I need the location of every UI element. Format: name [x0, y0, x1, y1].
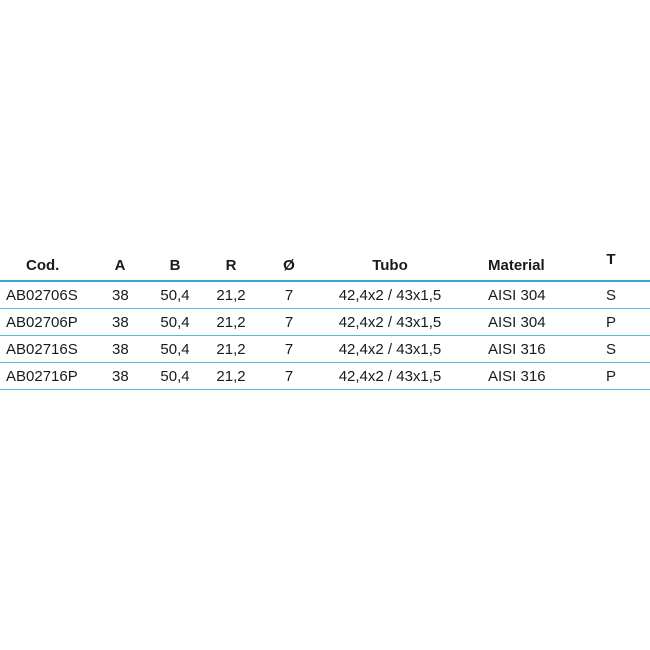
cell-r: 21,2 — [216, 314, 246, 331]
cell-a: 38 — [112, 368, 129, 385]
table-row — [0, 309, 650, 336]
cell-material: AISI 316 — [488, 341, 546, 358]
cell-tubo: 42,4x2 / 43x1,5 — [338, 341, 442, 358]
header-b: B — [169, 257, 181, 274]
cell-cod: AB02716S — [6, 341, 78, 358]
cell-diameter: 7 — [284, 314, 294, 331]
cell-t: S — [605, 341, 616, 358]
header-material: Material — [488, 257, 545, 274]
cell-material: AISI 316 — [488, 368, 546, 385]
cell-diameter: 7 — [284, 368, 294, 385]
header-a: A — [114, 257, 126, 274]
table-row — [0, 336, 650, 363]
table-header-row — [0, 248, 650, 282]
cell-tubo: 42,4x2 / 43x1,5 — [338, 368, 442, 385]
row-divider — [0, 389, 650, 390]
table-row — [0, 363, 650, 390]
header-cod: Cod. — [26, 257, 60, 274]
cell-cod: AB02706P — [6, 314, 78, 331]
cell-r: 21,2 — [216, 341, 246, 358]
cell-a: 38 — [112, 314, 129, 331]
cell-r: 21,2 — [216, 287, 246, 304]
table-row — [0, 282, 650, 309]
cell-tubo: 42,4x2 / 43x1,5 — [338, 287, 442, 304]
cell-t: S — [605, 287, 616, 304]
cell-material: AISI 304 — [488, 287, 546, 304]
header-diameter: Ø — [283, 257, 295, 274]
cell-b: 50,4 — [160, 368, 190, 385]
header-t: T — [606, 251, 616, 268]
spec-table — [0, 248, 650, 390]
cell-tubo: 42,4x2 / 43x1,5 — [338, 314, 442, 331]
cell-a: 38 — [112, 287, 129, 304]
cell-r: 21,2 — [216, 368, 246, 385]
cell-b: 50,4 — [160, 287, 190, 304]
cell-cod: AB02716P — [6, 368, 78, 385]
cell-t: P — [605, 368, 616, 385]
cell-material: AISI 304 — [488, 314, 546, 331]
cell-diameter: 7 — [284, 341, 294, 358]
cell-t: P — [605, 314, 616, 331]
cell-b: 50,4 — [160, 341, 190, 358]
header-tubo: Tubo — [372, 257, 408, 274]
cell-cod: AB02706S — [6, 287, 78, 304]
cell-a: 38 — [112, 341, 129, 358]
header-r: R — [225, 257, 237, 274]
cell-diameter: 7 — [284, 287, 294, 304]
cell-b: 50,4 — [160, 314, 190, 331]
